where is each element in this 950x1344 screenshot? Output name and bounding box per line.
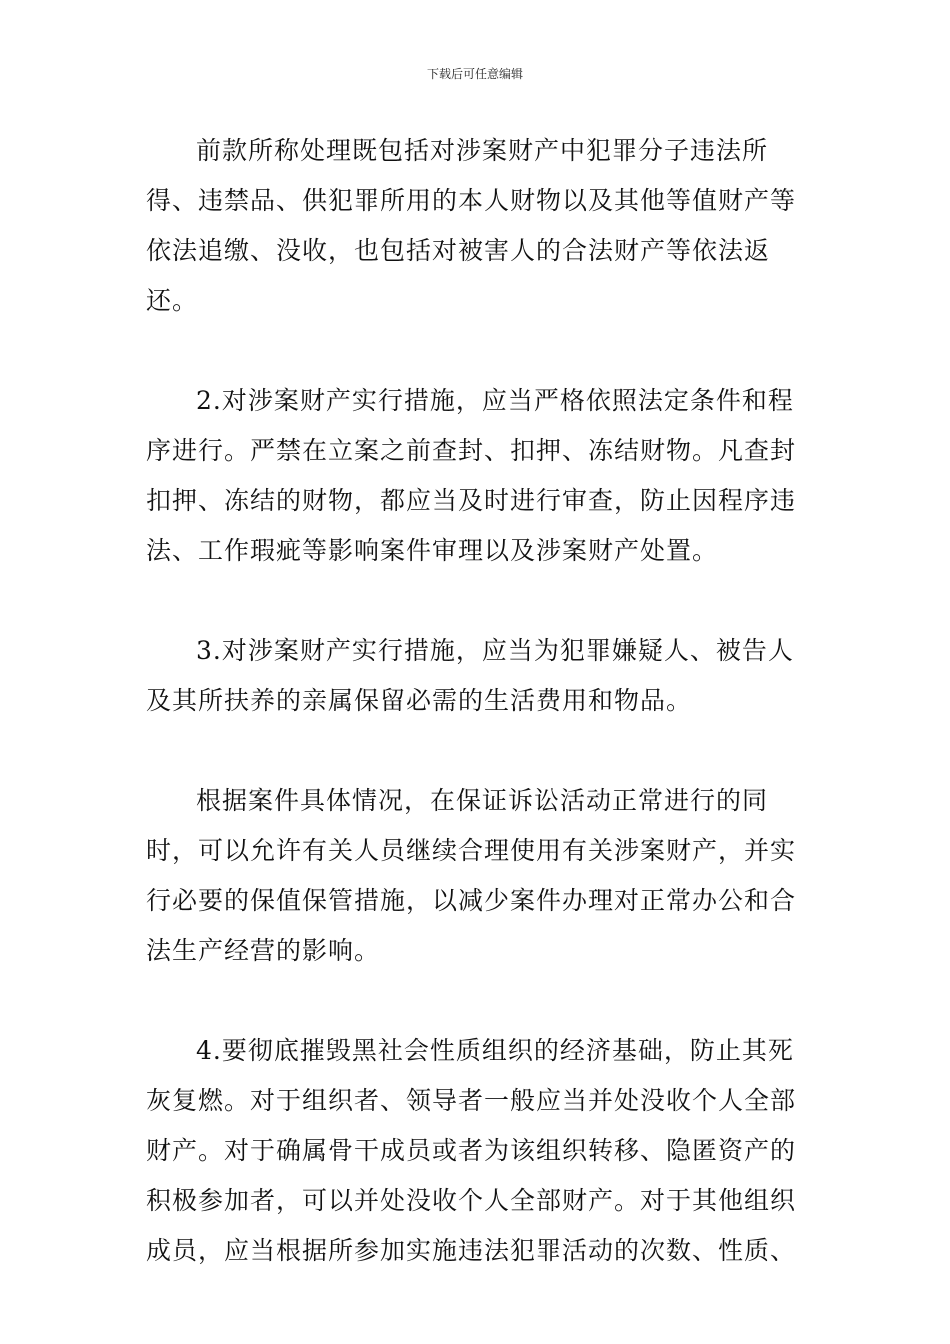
paragraph-4 (146, 776, 810, 976)
paragraph-line: 产经营的影响。 (198, 936, 381, 965)
paragraph-line: 及其所扶养的亲属保留必需的生活费用和物品。 (146, 686, 693, 715)
paragraph-3 (146, 626, 810, 726)
paragraph-line: 财产。对于确属骨干成员或者为该组织转移、隐匿资产的 (146, 1136, 797, 1165)
paragraph-line: 成员，应当根据所参加实施违法犯罪活动的次数、性质、 (146, 1236, 797, 1265)
paragraph-line: 扣押、冻结的财物，都应当及时进行审查，防止因程序违 (146, 486, 797, 515)
paragraph-line: 要的保值保管措施，以减少案件办理对正常办公和合法生 (146, 886, 797, 965)
paragraph-line: 3.对涉案财产实行措施，应当为犯罪嫌疑人、被告人 (196, 636, 794, 665)
page-header: 下载后可任意编辑 (426, 67, 523, 81)
paragraph-5 (146, 1026, 810, 1276)
paragraph-line: 4.要彻底摧毁黑社会性质组织的经济基础，防止其死 (196, 1036, 794, 1065)
document-body (146, 126, 810, 1276)
paragraph-line: 2.对涉案财产实行措施，应当严格依照法定条件和程 (196, 386, 794, 415)
paragraph-line: 法、工作瑕疵等影响案件审理以及涉案财产处置。 (146, 536, 719, 565)
paragraph-line: 灰复燃。对于组织者、领导者一般应当并处没收个人全部 (146, 1086, 797, 1115)
paragraph-line: 违禁品、供犯罪所用的本人财物以及其他等值财产等依法 (146, 186, 797, 265)
paragraph-1 (146, 126, 810, 326)
paragraph-line: 可以允许有关人员继续合理使用有关涉案财产，并实行必 (146, 836, 797, 915)
paragraph-line: 序进行。严禁在立案之前查封、扣押、冻结财物。凡查封 (146, 436, 797, 465)
paragraph-line: 前款所称处理既包括对涉案财产中犯罪分子违法所得、 (146, 136, 769, 215)
paragraph-2 (146, 376, 810, 576)
paragraph-line: 追缴、没收，也包括对被害人的合法财产等依法返还。 (146, 236, 771, 315)
paragraph-line: 积极参加者，可以并处没收个人全部财产。对于其他组织 (146, 1186, 797, 1215)
paragraph-line: 根据案件具体情况，在保证诉讼活动正常进行的同时， (146, 786, 769, 865)
